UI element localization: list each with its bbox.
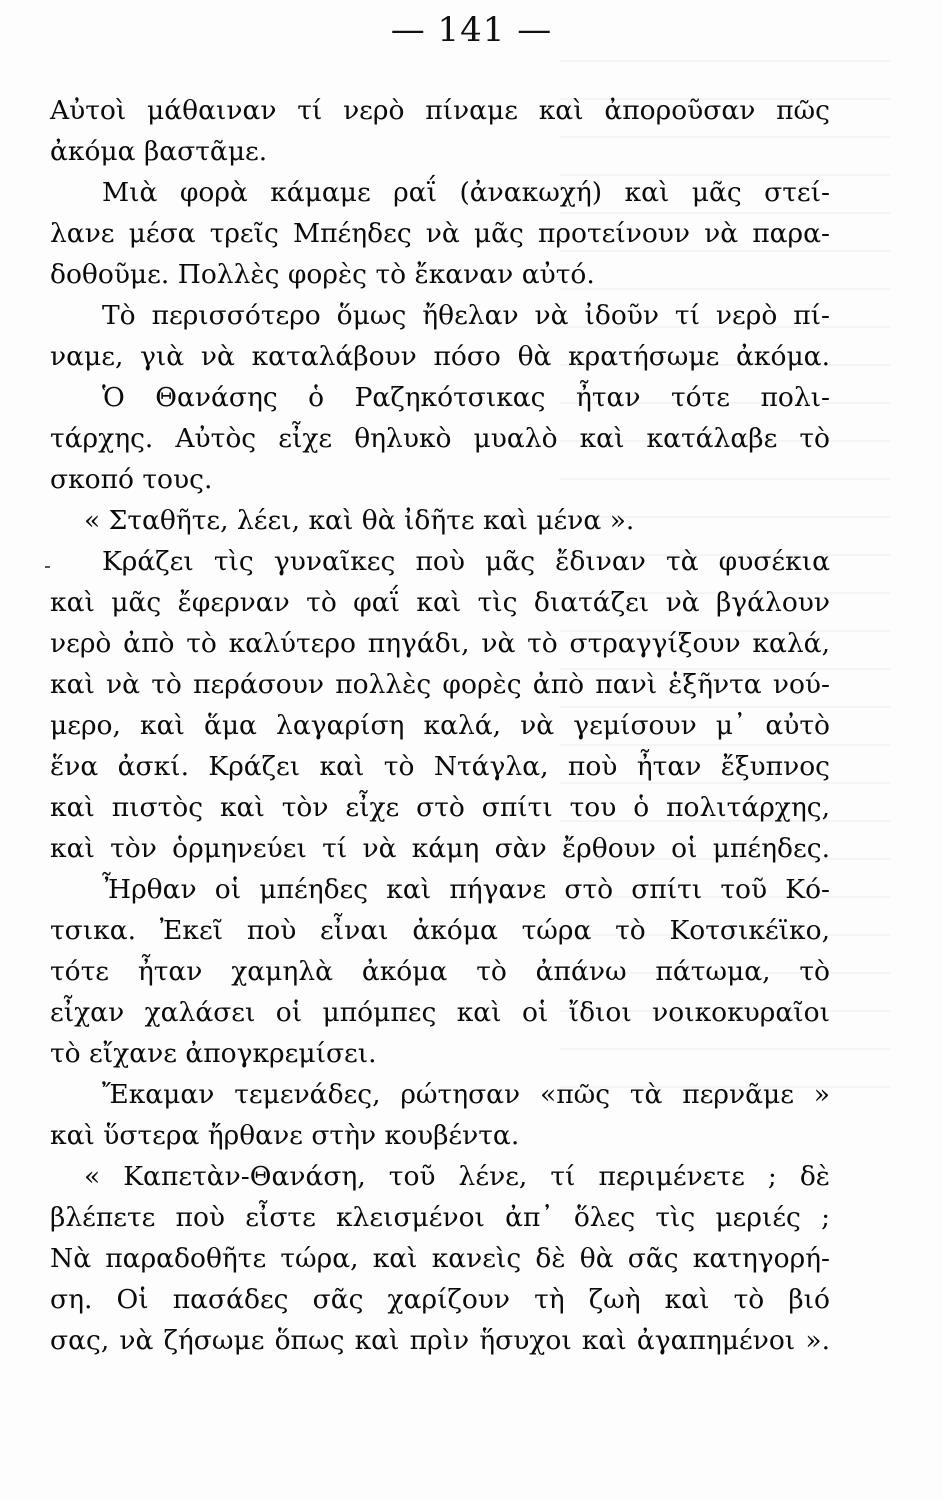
- text-line: καὶ νὰ τὸ περάσουν πολλὲς φορὲς ἀπὸ πανὶ ἑξῆντα νού-: [50, 669, 830, 700]
- text-line: μερο, καὶ ἅμα λαγαρίση καλά, νὰ γεμίσουν μ᾽ αὐτὸ: [50, 710, 830, 741]
- text-line: Μιὰ φορὰ κάμαμε ραΐ (ἀνακωχή) καὶ μᾶς στεί-: [102, 177, 830, 208]
- text-line: Κράζει τὶς γυναῖκες ποὺ μᾶς ἔδιναν τὰ φυσέκια: [102, 546, 830, 577]
- text-line: σκοπό τους.: [50, 464, 213, 495]
- text-line: ση. Οἱ πασάδες σᾶς χαρίζουν τὴ ζωὴ καὶ τὸ βιό: [50, 1284, 830, 1315]
- text-line: νερὸ ἀπὸ τὸ καλύτερο πηγάδι, νὰ τὸ στραγγίξουν καλά,: [50, 628, 830, 659]
- text-line: ἕνα ἀσκί. Κράζει καὶ τὸ Ντάγλα, ποὺ ἦταν ἔξυπνος: [50, 751, 830, 782]
- text-line: καὶ μᾶς ἔφερναν τὸ φαΐ καὶ τὶς διατάζει νὰ βγάλουν: [50, 587, 830, 618]
- text-line: Ὁ Θανάσης ὁ Ραζηκότσικας ἦταν τότε πολι-: [102, 382, 830, 413]
- text-line: Τὸ περισσότερο ὅμως ἤθελαν νὰ ἰδοῦν τί νερὸ πί-: [102, 300, 830, 331]
- body-text: [50, 90, 830, 1361]
- text-line: ναμε, γιὰ νὰ καταλάβουν πόσο θὰ κρατήσωμε ἀκόμα.: [50, 341, 830, 372]
- text-line: τάρχης. Αὐτὸς εἶχε θηλυκὸ μυαλὸ καὶ κατάλαβε τὸ: [50, 423, 830, 454]
- text-line: τσικα. Ἐκεῖ ποὺ εἶναι ἀκόμα τώρα τὸ Κοτσικέϊκο,: [50, 915, 830, 946]
- text-line: καὶ ὕστερα ἤρθανε στὴν κουβέντα.: [50, 1120, 520, 1151]
- text-line: Ἦρθαν οἱ μπέηδες καὶ πήγανε στὸ σπίτι τοῦ Κό-: [102, 874, 830, 905]
- text-line: « Καπετὰν-Θανάση, τοῦ λένε, τί περιμένετε ; δὲ: [84, 1161, 830, 1192]
- text-line: σας, νὰ ζήσωμε ὅπως καὶ πρὶν ἥσυχοι καὶ ἀγαπημένοι ».: [50, 1325, 830, 1356]
- text-line: ἀκόμα βαστᾶμε.: [50, 136, 268, 167]
- text-line: τότε ἦταν χαμηλὰ ἀκόμα τὸ ἀπάνω πάτωμα, τὸ: [50, 956, 830, 987]
- text-line: « Σταθῆτε, λέει, καὶ θὰ ἰδῆτε καὶ μένα ».: [84, 505, 635, 536]
- text-line: Νὰ παραδοθῆτε τώρα, καὶ κανεὶς δὲ θὰ σᾶς κατηγορή-: [50, 1243, 830, 1274]
- text-line: εἶχαν χαλάσει οἱ μπόμπες καὶ οἱ ἴδιοι νοικοκυραῖοι: [50, 997, 830, 1028]
- text-line: καὶ πιστὸς καὶ τὸν εἶχε στὸ σπίτι του ὁ πολιτάρχης,: [50, 792, 830, 823]
- text-line: δοθοῦμε. Πολλὲς φορὲς τὸ ἔκαναν αὐτό.: [50, 259, 595, 290]
- text-line: Ἔκαμαν τεμενάδες, ρώτησαν «πῶς τὰ περνᾶμε »: [102, 1079, 830, 1110]
- text-line: βλέπετε ποὺ εἶστε κλεισμένοι ἀπ᾽ ὅλες τὶς μεριές ;: [50, 1202, 830, 1233]
- text-line: τὸ εἴχανε ἀπογκρεμίσει.: [50, 1038, 377, 1069]
- text-line: λανε μέσα τρεῖς Μπέηδες νὰ μᾶς προτείνουν νὰ παρα-: [50, 218, 830, 249]
- text-line: καὶ τὸν ὁρμηνεύει τί νὰ κάμη σὰν ἔρθουν οἱ μπέηδες.: [50, 833, 830, 864]
- page-number: — 141 —: [390, 10, 553, 50]
- text-line: Αὐτοὶ μάθαιναν τί νερὸ πίναμε καὶ ἀποροῦσαν πῶς: [50, 95, 830, 126]
